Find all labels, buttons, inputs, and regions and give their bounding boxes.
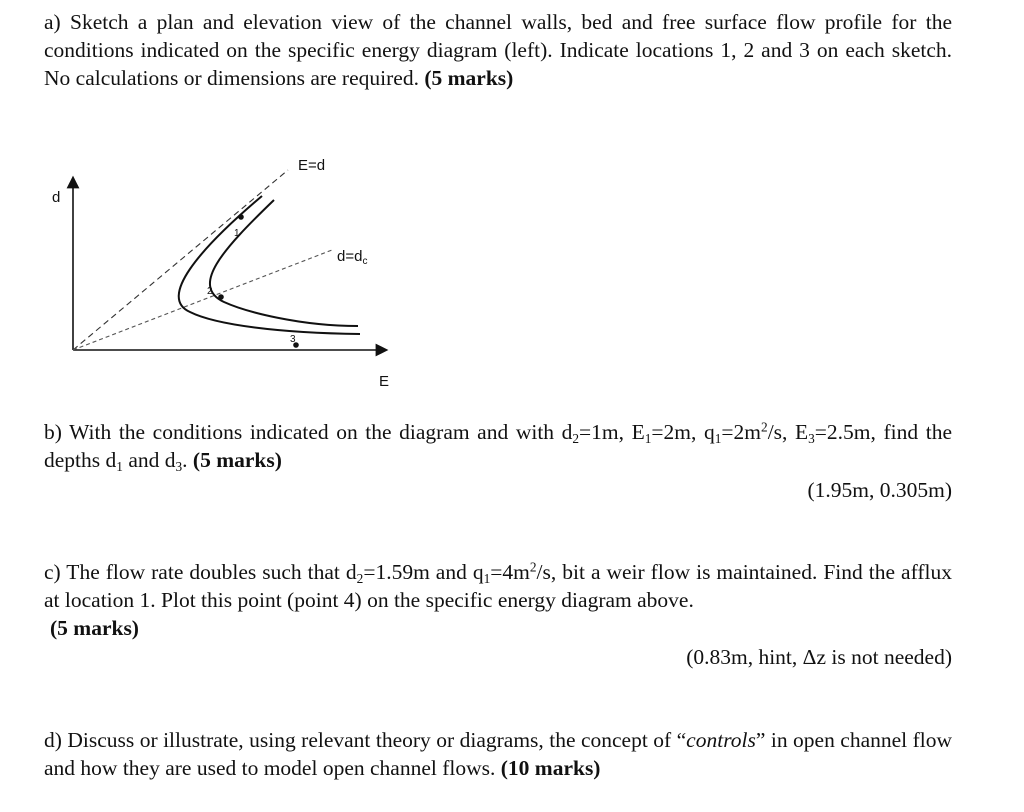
specific-energy-curve-inner [210, 200, 358, 326]
point-1-marker [238, 214, 244, 220]
point-2-marker [218, 294, 224, 300]
part-c-marks: (5 marks) [50, 616, 139, 640]
part-b-answer: (1.95m, 0.305m) [807, 478, 952, 502]
point-2-label: 2 [207, 286, 213, 297]
specific-energy-diagram [40, 150, 420, 400]
e-equals-d-label: E=d [298, 157, 326, 174]
e-equals-d-line [73, 170, 288, 350]
x-axis-label: E [379, 373, 390, 390]
part-a-text: a) Sketch a plan and elevation view of the channel walls, bed and free surface flow profile for the conditions indicated on the specific energy diagram (left). Indicate locations 1, 2 and 3 on each sketch. No calculations or dimensions are required. [44, 10, 952, 90]
point-1-label: 1 [234, 228, 240, 239]
question-part-b: b) With the conditions indicated on the diagram and with $d_2=1m$, $E_1=2m$, $q_1=2m^2/s$, $E_3=2.5m$, find the depths $d_1$ and $d_3$. (5 marks) [44, 419, 952, 474]
y-axis-label: d [52, 189, 61, 206]
specific-energy-curve-outer [179, 196, 360, 334]
critical-depth-label: $d=d_c$ [337, 248, 368, 267]
part-c-answer: (0.83m, hint, Δz is not needed) [686, 645, 952, 669]
point-3-label: 3 [290, 334, 296, 345]
question-part-d: d) Discuss or illustrate, using relevant theory or diagrams, the concept of “controls” in open channel flow and how they are used to model open channel flows. (10 marks) [44, 728, 952, 780]
question-part-a [44, 8, 952, 92]
question-part-c: c) The flow rate doubles such that $d_2=1.59m$ and $q_1=4m^2/s$, bit a weir flow is maintained. Find the afflux at location 1. Plot this point (point 4) on the specific energy diagram above. [44, 559, 952, 612]
part-b-marks: (5 marks) [192, 448, 282, 472]
part-a-marks: (5 marks) [424, 66, 514, 90]
part-d-marks: (10 marks) [500, 756, 601, 780]
